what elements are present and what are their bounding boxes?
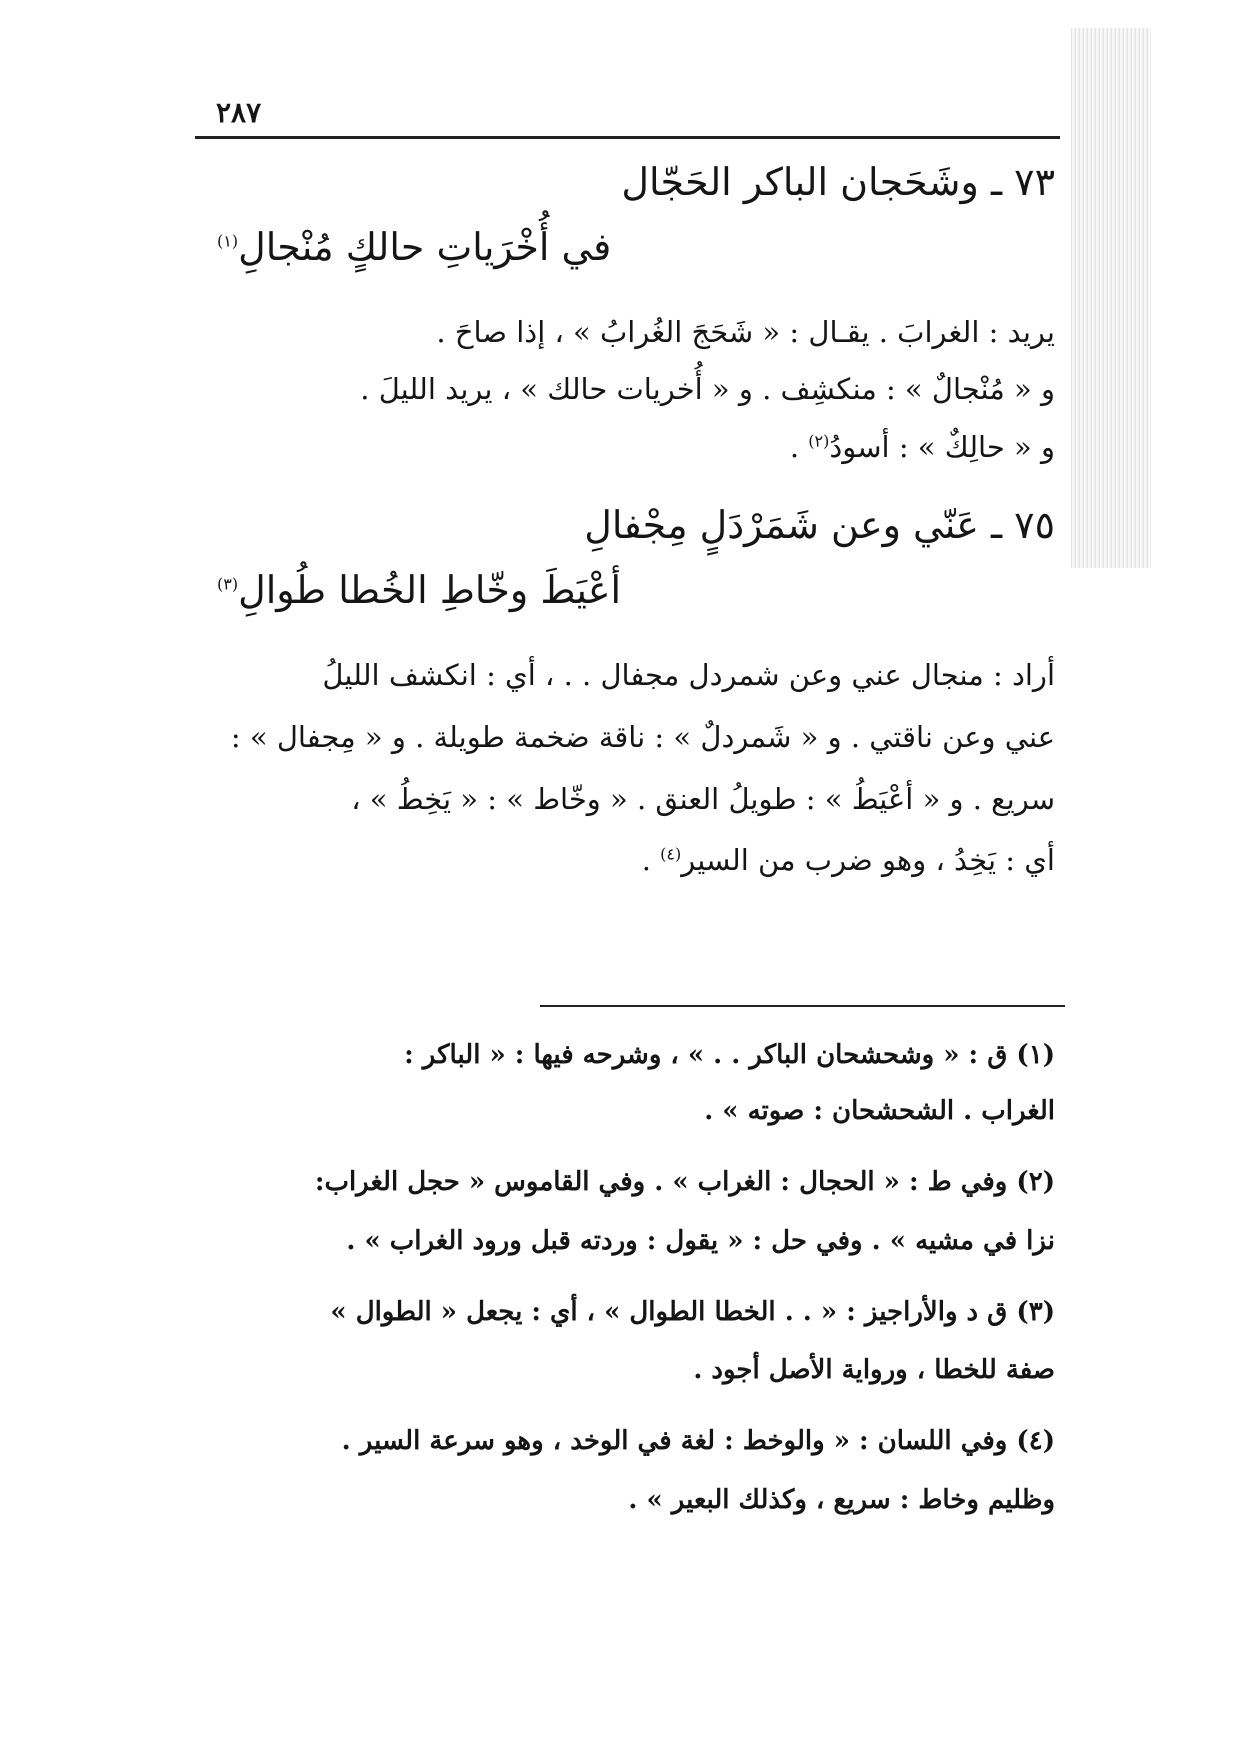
footnote-4-line-2: وظليم وخاط : سريع ، وكذلك البعير » .	[628, 1485, 1055, 1515]
commentary-75-line-4	[205, 843, 1055, 877]
footnote-1-line-2: الغراب . الشحشحان : صوته » .	[704, 1096, 1055, 1126]
scan-edge-shading	[1071, 28, 1151, 568]
verse-75-second-text: أعْيَطَ وخّاطِ الخُطا طُوالِ	[238, 568, 622, 612]
verse-75-second-hemistich	[205, 568, 1055, 612]
commentary-73-line-3-end: .	[789, 430, 809, 464]
commentary-73-line-3	[205, 430, 1055, 464]
footnote-4-line-1: (٤) وفي اللسان : « والوخط : لغة في الوخد ، وهو سرعة السير .	[341, 1426, 1055, 1456]
footnote-ref-1: (١)	[217, 231, 239, 251]
commentary-73-line-2: و « مُنْجالٌ » : منكشِف . و « أُخريات حالك » ، يريد الليلَ .	[360, 372, 1055, 406]
commentary-75-line-2: عني وعن ناقتي . و « شَمردلٌ » : ناقة ضخمة طويلة . و « مِجفال » :	[230, 720, 1055, 754]
commentary-73-line-1: يريد : الغرابَ . يقـال : « شَحَجَ الغُرابُ » ، إذا صاحَ .	[436, 315, 1055, 349]
verse-73-second-text: في أُخْرَياتِ حالكٍ مُنْجالِ	[238, 225, 612, 269]
commentary-73-line-3-text: و « حالِكٌ » : أسودُ	[829, 430, 1055, 464]
verse-75-first-hemistich: ٧٥ ـ عَنّي وعن شَمَرْدَلٍ مِجْفالِ	[584, 503, 1055, 547]
commentary-75-line-4-text: أي : يَخِدُ ، وهو ضرب من السير	[681, 843, 1055, 877]
footnote-3-line-1: (٣) ق د والأراجيز : « . . الخطا الطوال » ، أي : يجعل « الطوال »	[330, 1297, 1055, 1327]
verse-73-first-hemistich: ٧٣ ـ وشَحَجان الباكر الحَجّال	[621, 160, 1055, 204]
footnote-rule	[540, 1005, 1065, 1007]
commentary-75-line-1: أراد : منجال عني وعن شمردل مجفال . . ، أي : انكشف الليلُ	[322, 658, 1055, 692]
footnote-ref-4: (٤)	[660, 844, 682, 864]
verse-73-second-hemistich	[205, 225, 1055, 269]
header-rule	[195, 136, 1060, 139]
footnote-3-line-2: صفة للخطا ، ورواية الأصل أجود .	[693, 1355, 1055, 1385]
footnote-ref-3: (٣)	[217, 574, 239, 594]
commentary-75-line-3: سريع . و « أعْيَطُ » : طويلُ العنق . « وخّاط » : « يَخِطُ » ،	[351, 782, 1055, 816]
footnote-ref-2: (٢)	[808, 431, 830, 451]
footnote-2-line-1: (٢) وفي ط : « الحجال : الغراب » . وفي القاموس « حجل الغراب:	[314, 1167, 1055, 1197]
commentary-75-line-4-end: .	[641, 843, 661, 877]
footnote-1-line-1: (١) ق : « وشحشحان الباكر . . » ، وشرحه فيها : « الباكر :	[404, 1040, 1055, 1070]
page-number: ٢٨٧	[216, 96, 262, 129]
footnote-2-line-2: نزا في مشيه » . وفي حل : « يقول : وردته قبل ورود الغراب » .	[346, 1226, 1055, 1256]
